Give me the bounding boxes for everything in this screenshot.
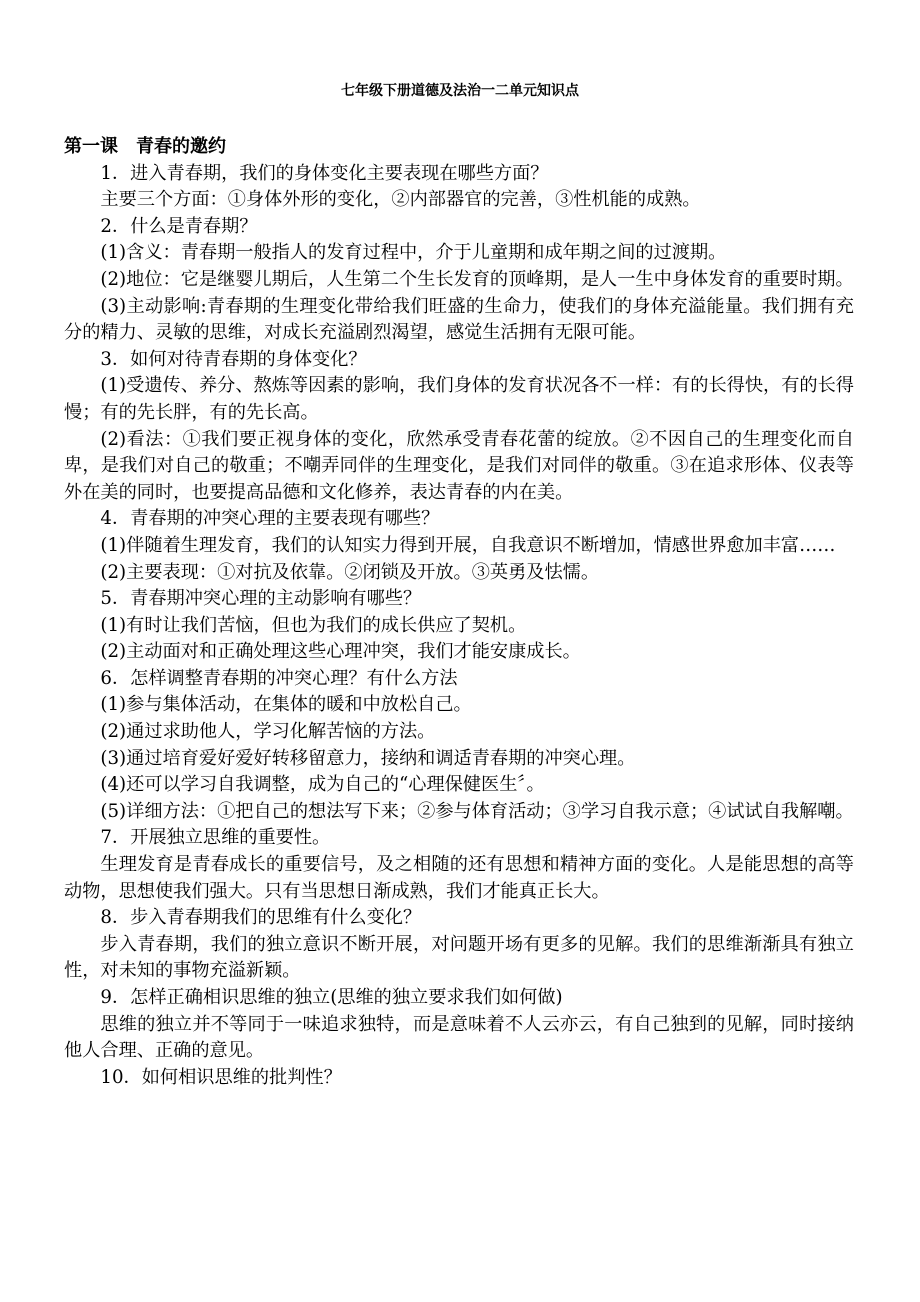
paragraph: 3．如何对待青春期的身体变化？ [100,348,367,370]
paragraph: (1)参与集体活动，在集体的暖和中放松自己。 [100,694,472,716]
paragraph: 10．如何相识思维的批判性？ [100,1066,342,1088]
paragraph: (2)地位：它是继婴儿期后，人生第二个生长发育的顶峰期，是人一生中身体发育的重要时期。 [100,268,854,290]
paragraph: (3)通过培育爱好爱好转移留意力，接纳和调适青春期的冲突心理。 [100,747,636,769]
paragraph: 5．青春期冲突心理的主动影响有哪些？ [100,588,422,610]
paragraph: 生理发育是青春成长的重要信号，及之相随的还有思想和精神方面的变化。人是能思想的高等动物，思想使我们强大。只有当思想日渐成熟，我们才能真正长大。 [64,854,854,902]
paragraph: (1)伴随着生理发育，我们的认知实力得到开展，自我意识不断增加，情感世界愈加丰富…… [100,534,836,556]
paragraph: 2．什么是青春期？ [100,215,258,237]
paragraph: (5)详细方法：①把自己的想法写下来；②参与体育活动；③学习自我示意；④试试自我解嘲。 [100,800,854,822]
paragraph: (3)主动影响:青春期的生理变化带给我们旺盛的生命力，使我们的身体充溢能量。我们拥有充分的精力、灵敏的思维，对成长充溢剧烈渴望，感觉生活拥有无限可能。 [64,295,854,344]
paragraph: (2)通过求助他人，学习化解苦恼的方法。 [100,721,436,743]
paragraph: (2)看法：①我们要正视身体的变化，欣然承受青春花蕾的绽放。②不因自己的生理变化而自卑，是我们对自己的敬重；不嘲弄同伴的生理变化，是我们对同伴的敬重。③在追求形体、仪表等外在美的同时，也要提高品德和文化修养，表达青春的内在美。 [64,428,854,503]
paragraph: 8．步入青春期我们的思维有什么变化？ [100,907,422,929]
paragraph: 7．开展独立思维的重要性。 [100,827,331,849]
paragraph: (1)有时让我们苦恼，但也为我们的成长供应了契机。 [100,614,527,636]
paragraph: 主要三个方面：①身体外形的变化，②内部器官的完善，③性机能的成熟。 [100,189,701,211]
paragraph: 步入青春期，我们的独立意识不断开展，对问题开场有更多的见解。我们的思维渐渐具有独立性，对未知的事物充溢新颖。 [64,933,854,982]
document-title: 七年级下册道德及法治一二单元知识点 [341,83,579,99]
paragraph: 思维的独立并不等同于一味追求独特，而是意味着不人云亦云，有自己独到的见解，同时接纳他人合理、正确的意见。 [64,1013,854,1062]
paragraph: (1)受遗传、养分、熬炼等因素的影响，我们身体的发育状况各不一样：有的长得快，有的长得慢；有的先长胖，有的先长高。 [64,375,854,423]
paragraph: 9．怎样正确相识思维的独立(思维的独立要求我们如何做) [100,987,563,1008]
paragraph: (4)还可以学习自我调整，成为自己的“心理保健医生〞。 [100,774,545,796]
paragraph: (2)主要表现：①对抗及依靠。②闭锁及开放。③英勇及怯懦。 [100,561,600,583]
paragraph: 4．青春期的冲突心理的主要表现有哪些？ [100,508,440,530]
paragraph: (2)主动面对和正确处理这些心理冲突，我们才能安康成长。 [100,641,581,663]
paragraph: 1．进入青春期，我们的身体变化主要表现在哪些方面？ [100,162,549,184]
lesson-heading: 第一课 青春的邀约 [64,136,226,157]
document-body [64,134,854,1091]
paragraph: 6．怎样调整青春期的冲突心理？有什么方法 [100,667,458,689]
paragraph: (1)含义：青春期一般指人的发育过程中，介于儿童期和成年期之间的过渡期。 [100,242,727,264]
